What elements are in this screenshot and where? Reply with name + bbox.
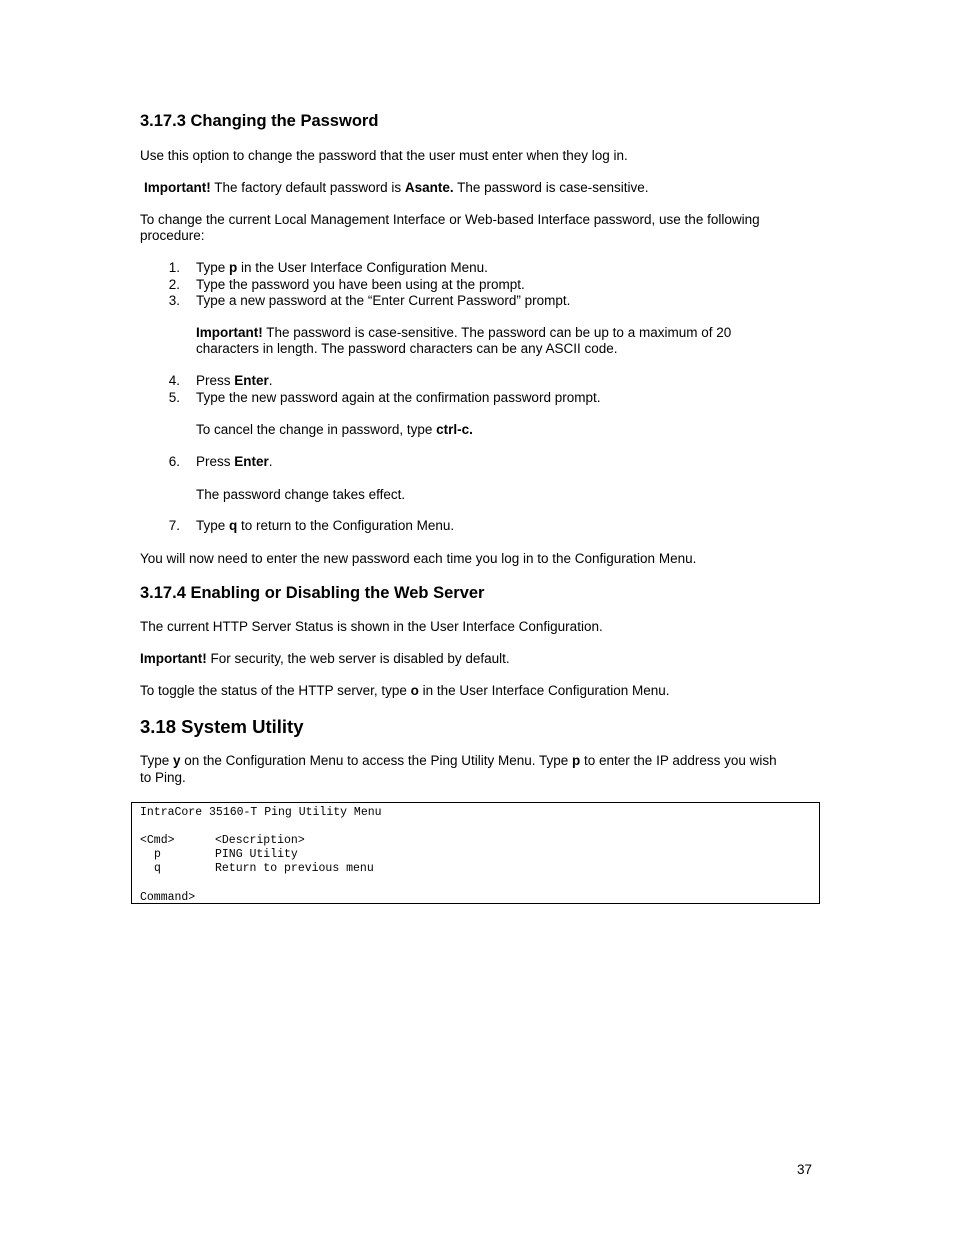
toggle-key: o [410,683,419,698]
step-text: . [268,373,273,388]
toggle-text: in the User Interface Configuration Menu. [418,683,670,698]
terminal-desc-return: Return to previous menu [215,862,374,875]
important-text: The factory default password is [210,180,405,195]
step-3-important-note-line2: characters in length. The password characters can be any ASCII code. [196,341,618,356]
paragraph-text: to enter the IP address you wish [580,753,777,768]
step-key: q [229,518,238,533]
section-heading-3-18: 3.18 System Utility [140,716,304,737]
cancel-key: ctrl-c. [436,422,473,437]
step-5-cancel-note [196,422,473,439]
list-number: 3. [168,293,180,308]
system-utility-paragraph-line: to Ping. [140,770,186,785]
list-number: 4. [168,373,180,388]
step-text: . [268,454,273,469]
procedure-paragraph-line: To change the current Local Management Interface or Web-based Interface password, use the following [140,212,760,227]
list-number: 2. [168,277,180,292]
terminal-col-cmd: <Cmd> [140,834,175,847]
step-3-important-note [196,325,731,342]
paragraph-text: on the Configuration Menu to access the Ping Utility Menu. Type [180,753,573,768]
step-text: Type [196,518,230,533]
important-note-default-password [144,180,648,197]
step-text: Press [196,454,235,469]
paragraph-text: Type [140,753,174,768]
http-status-paragraph: The current HTTP Server Status is shown in the User Interface Configuration. [140,619,603,634]
section-heading-3-17-4: 3.17.4 Enabling or Disabling the Web Server [140,584,485,602]
menu-key: p [572,753,581,768]
list-number: 5. [168,390,180,405]
step-text: to return to the Configuration Menu. [237,518,455,533]
important-text: The password is case-sensitive. [453,180,649,195]
terminal-command-prompt: Command> [140,891,196,904]
step-text: Type the password you have been using at the prompt. [196,277,525,292]
note-text: To cancel the change in password, type [196,422,437,437]
intro-paragraph: Use this option to change the password that the user must enter when they log in. [140,148,628,163]
step-key: Enter [234,373,269,388]
terminal-title: IntraCore 35160-T Ping Utility Menu [140,806,382,819]
list-number: 6. [168,454,180,469]
step-text: Type a new password at the “Enter Current Password” prompt. [196,293,571,308]
terminal-cmd-p: p [154,848,161,861]
step-text: in the User Interface Configuration Menu. [237,260,488,275]
toggle-paragraph [140,683,670,700]
terminal-col-description: <Description> [215,834,305,847]
note-text: The password is case-sensitive. The password can be up to a maximum of 20 [262,325,732,340]
list-number: 1. [168,260,180,275]
step-text: Type the new password again at the confirmation password prompt. [196,390,601,405]
page-number: 37 [797,1162,813,1177]
important-note-web-server [140,651,510,668]
section-heading-3-17-3: 3.17.3 Changing the Password [140,112,379,130]
step-text: Type [196,260,230,275]
step-6-note: The password change takes effect. [196,487,406,502]
important-label: Important! [144,180,211,195]
important-label: Important! [140,651,207,666]
terminal-screen-box [131,802,820,904]
terminal-desc-ping: PING Utility [215,848,298,861]
list-number: 7. [168,518,180,533]
step-text: Press [196,373,235,388]
important-label: Important! [196,325,263,340]
toggle-text: To toggle the status of the HTTP server, type [140,683,411,698]
important-text: For security, the web server is disabled by default. [206,651,510,666]
procedure-paragraph-line: procedure: [140,228,205,243]
step-key: p [229,260,238,275]
step-key: Enter [234,454,269,469]
system-utility-paragraph-line [140,753,777,770]
terminal-cmd-q: q [154,862,161,875]
default-password-value: Asante. [404,180,454,195]
closing-paragraph: You will now need to enter the new password each time you log in to the Configuration Menu. [140,551,697,566]
menu-key: y [173,753,181,768]
